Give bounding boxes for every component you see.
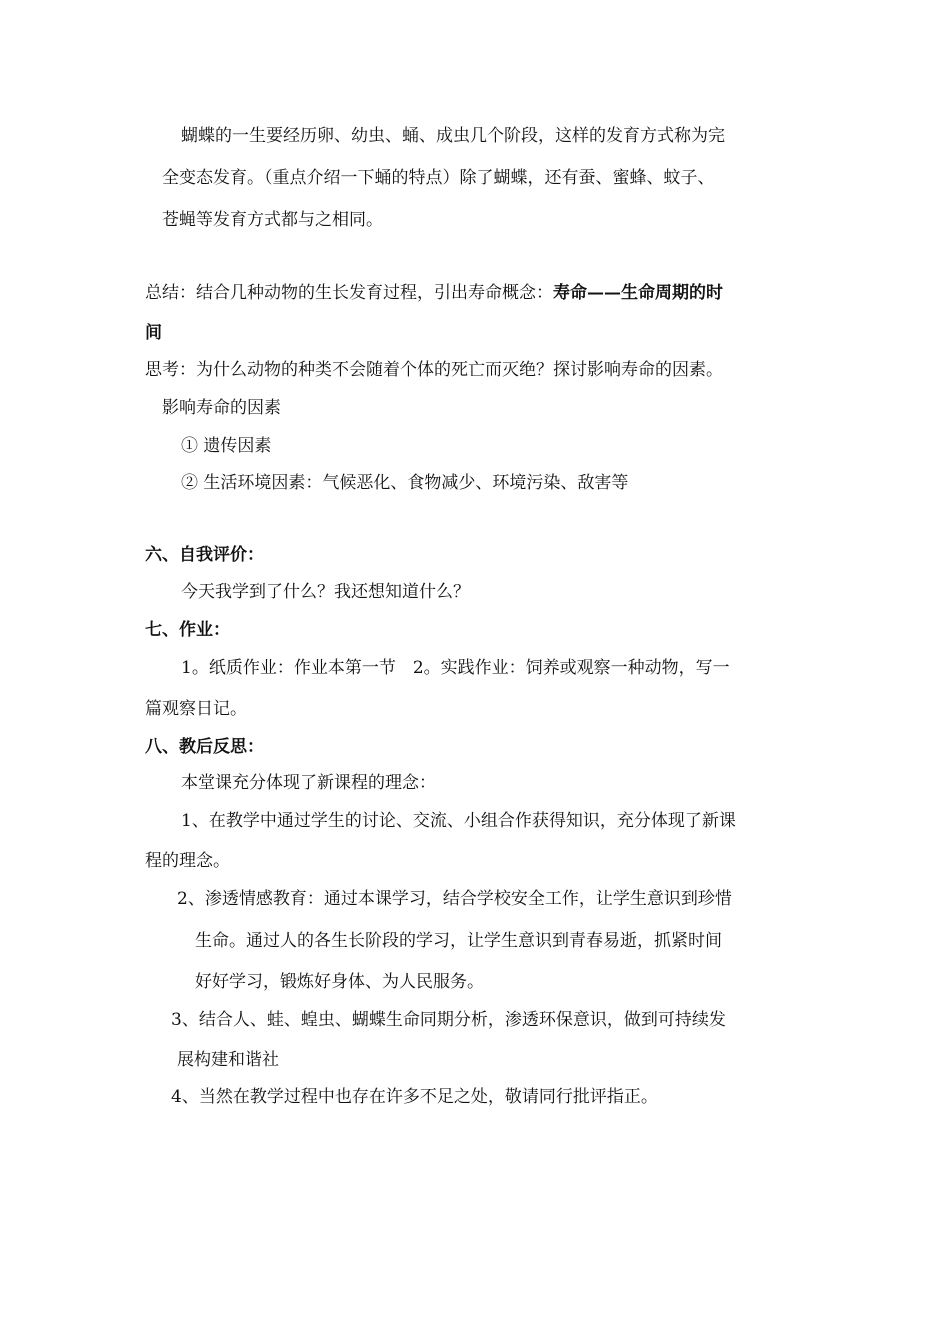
reflection-item-1-line-2: 程的理念。	[145, 851, 230, 871]
section6-text: 今天我学到了什么？我还想知道什么？	[181, 582, 470, 602]
section7-line-1: 1。纸质作业：作业本第一节 2。实践作业：饲养或观察一种动物，写一	[181, 658, 730, 678]
reflection-item-2-line-3: 好好学习，锻炼好身体、为人民服务。	[195, 972, 484, 992]
intro-line-1: 蝴蝶的一生要经历卵、幼虫、蛹、成虫几个阶段，这样的发育方式称为完	[181, 126, 725, 146]
reflection-item-3-line-1: 3、结合人、蛙、蝗虫、蝴蝶生命同期分析，渗透环保意识，做到可持续发	[171, 1010, 726, 1030]
factor-1: ① 遗传因素	[181, 436, 272, 456]
section7-heading: 七、作业：	[145, 620, 230, 640]
factor-2: ② 生活环境因素：气候恶化、食物减少、环境污染、敌害等	[181, 473, 629, 493]
reflection-item-2-line-1: 2、渗透情感教育：通过本课学习，结合学校安全工作，让学生意识到珍惜	[177, 889, 732, 909]
reflection-item-2-line-2: 生命。通过人的各生长阶段的学习，让学生意识到青春易逝，抓紧时间	[195, 931, 722, 951]
section8-heading: 八、教后反思：	[145, 737, 264, 757]
intro-line-3: 苍蝇等发育方式都与之相同。	[162, 210, 383, 230]
summary-bold: 寿命——生命周期的时	[553, 283, 723, 303]
summary-bold-cont: 间	[145, 323, 162, 343]
reflection-item-4: 4、当然在教学过程中也存在许多不足之处，敬请同行批评指正。	[171, 1087, 658, 1107]
summary-line	[145, 281, 723, 305]
summary-prefix: 总结：结合几种动物的生长发育过程，引出寿命概念：	[145, 283, 553, 303]
section6-heading: 六、自我评价：	[145, 545, 264, 565]
section7-line-2: 篇观察日记。	[145, 699, 247, 719]
reflection-item-3-line-2: 展构建和谐社	[177, 1050, 279, 1070]
thinking-line: 思考：为什么动物的种类不会随着个体的死亡而灭绝？探讨影响寿命的因素。	[145, 360, 723, 380]
intro-line-2: 全变态发育。（重点介绍一下蛹的特点）除了蝴蝶，还有蚕、蜜蜂、蚊子、	[162, 168, 715, 188]
reflection-item-1-line-1: 1、在教学中通过学生的讨论、交流、小组合作获得知识，充分体现了新课	[181, 811, 736, 831]
factors-title: 影响寿命的因素	[162, 398, 281, 418]
section8-intro: 本堂课充分体现了新课程的理念：	[181, 773, 436, 793]
